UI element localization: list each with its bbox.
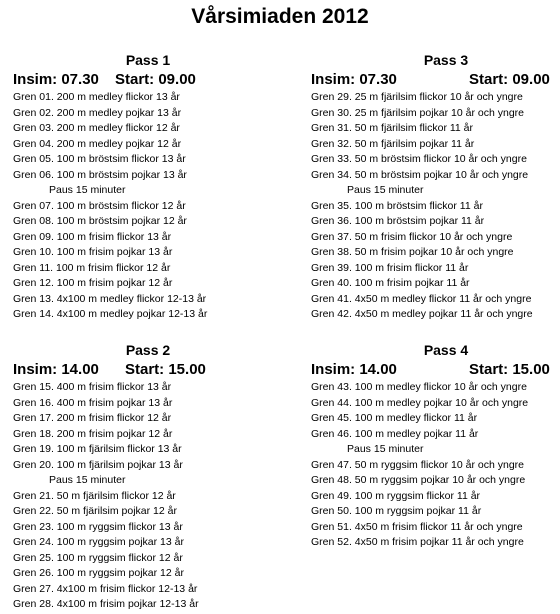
event-item: Gren 21. 50 m fjärilsim flickor 12 år	[13, 489, 176, 502]
event-item: Gren 39. 100 m frisim flickor 11 år	[311, 261, 469, 274]
event-item: Gren 50. 100 m ryggsim pojkar 11 år	[311, 505, 482, 517]
event-item: Gren 31. 50 m fjärilsim flickor 11 år	[311, 122, 474, 134]
event-item: Gren 02. 200 m medley pojkar 13 år	[13, 106, 182, 119]
event-item: Gren 43. 100 m medley flickor 10 år och yngre	[311, 381, 527, 393]
pause-note: Paus 15 minuter	[347, 443, 424, 455]
event-item: Gren 36. 100 m bröstsim pojkar 11 år	[311, 215, 485, 227]
page-title: Vårsimiaden 2012	[191, 5, 369, 28]
start-time: Start: 15.00	[125, 361, 206, 378]
event-item: Gren 27. 4x100 m frisim flickor 12-13 år	[13, 582, 198, 595]
event-item: Gren 09. 100 m frisim flickor 13 år	[13, 230, 172, 243]
event-item: Gren 20. 100 m fjärilsim pojkar 13 år	[13, 458, 183, 471]
event-item: Gren 41. 4x50 m medley flickor 11 år och yngre	[311, 292, 532, 305]
pass-block	[13, 52, 283, 323]
event-item: Gren 26. 100 m ryggsim pojkar 12 år	[13, 567, 184, 579]
event-item: Gren 46. 100 m medley pojkar 11 år	[311, 427, 479, 440]
insim-time: Insim: 07.30	[311, 71, 397, 88]
pass-title: Pass 4	[423, 342, 469, 358]
pass-block	[13, 342, 283, 613]
event-list	[13, 380, 283, 613]
pass-times	[311, 69, 560, 90]
event-item: Gren 35. 100 m bröstsim flickor 11 år	[311, 199, 483, 212]
event-item: Gren 42. 4x50 m medley pojkar 11 år och yngre	[311, 308, 533, 320]
event-item: Gren 32. 50 m fjärilsim pojkar 11 år	[311, 137, 475, 150]
pass-block	[311, 52, 560, 323]
pass-block	[311, 342, 560, 551]
event-item: Gren 17. 200 m frisim flickor 12 år	[13, 412, 172, 424]
event-item: Gren 06. 100 m bröstsim pojkar 13 år	[13, 168, 187, 181]
event-item: Gren 37. 50 m frisim flickor 10 år och yngre	[311, 230, 513, 243]
event-item: Gren 34. 50 m bröstsim pojkar 10 år och yngre	[311, 168, 529, 181]
pause-note: Paus 15 minuter	[347, 184, 424, 196]
pass-title: Pass 1	[125, 52, 171, 68]
event-item: Gren 30. 25 m fjärilsim pojkar 10 år och yngre	[311, 106, 525, 119]
event-item: Gren 51. 4x50 m frisim flickor 11 år och yngre	[311, 520, 523, 533]
event-item: Gren 49. 100 m ryggsim flickor 11 år	[311, 489, 481, 502]
event-item: Gren 07. 100 m bröstsim flickor 12 år	[13, 199, 186, 212]
event-item: Gren 45. 100 m medley flickor 11 år	[311, 412, 478, 424]
event-list	[13, 90, 283, 323]
event-list	[311, 90, 560, 323]
event-item: Gren 10. 100 m frisim pojkar 13 år	[13, 246, 173, 258]
event-item: Gren 04. 200 m medley pojkar 12 år	[13, 137, 182, 150]
event-item: Gren 33. 50 m bröstsim flickor 10 år och yngre	[311, 153, 527, 165]
pass-title: Pass 3	[423, 52, 469, 68]
event-item: Gren 18. 200 m frisim pojkar 12 år	[13, 427, 173, 440]
event-item: Gren 52. 4x50 m frisim pojkar 11 år och yngre	[311, 536, 524, 548]
event-item: Gren 48. 50 m ryggsim pojkar 10 år och yngre	[311, 474, 526, 486]
event-item: Gren 01. 200 m medley flickor 13 år	[13, 91, 180, 103]
event-item: Gren 38. 50 m frisim pojkar 10 år och yngre	[311, 246, 514, 258]
event-item: Gren 19. 100 m fjärilsim flickor 13 år	[13, 443, 182, 455]
event-item: Gren 14. 4x100 m medley pojkar 12-13 år	[13, 308, 208, 320]
insim-time: Insim: 07.30	[13, 71, 99, 88]
start-time: Start: 09.00	[115, 71, 196, 88]
event-item: Gren 40. 100 m frisim pojkar 11 år	[311, 277, 470, 289]
event-item: Gren 15. 400 m frisim flickor 13 år	[13, 381, 172, 393]
event-item: Gren 25. 100 m ryggsim flickor 12 år	[13, 551, 183, 564]
pass-times	[13, 359, 283, 380]
event-item: Gren 22. 50 m fjärilsim pojkar 12 år	[13, 505, 177, 517]
insim-time: Insim: 14.00	[311, 361, 397, 378]
event-item: Gren 03. 200 m medley flickor 12 år	[13, 122, 180, 134]
event-item: Gren 29. 25 m fjärilsim flickor 10 år och yngre	[311, 91, 523, 103]
pass-times	[13, 69, 283, 90]
event-item: Gren 24. 100 m ryggsim pojkar 13 år	[13, 536, 184, 548]
event-item: Gren 08. 100 m bröstsim pojkar 12 år	[13, 215, 187, 227]
start-time: Start: 09.00	[469, 71, 550, 88]
pass-times	[311, 359, 560, 380]
pass-title: Pass 2	[125, 342, 171, 358]
event-item: Gren 05. 100 m bröstsim flickor 13 år	[13, 153, 186, 165]
event-item: Gren 44. 100 m medley pojkar 10 år och yngre	[311, 396, 529, 409]
pause-note: Paus 15 minuter	[49, 474, 126, 486]
insim-time: Insim: 14.00	[13, 361, 99, 378]
event-item: Gren 16. 400 m frisim pojkar 13 år	[13, 396, 173, 409]
event-item: Gren 13. 4x100 m medley flickor 12-13 år	[13, 292, 207, 305]
event-item: Gren 12. 100 m frisim pojkar 12 år	[13, 277, 173, 289]
event-list	[311, 380, 560, 551]
pause-note: Paus 15 minuter	[49, 184, 126, 196]
event-item: Gren 23. 100 m ryggsim flickor 13 år	[13, 520, 183, 533]
start-time: Start: 15.00	[469, 361, 550, 378]
event-item: Gren 11. 100 m frisim flickor 12 år	[13, 261, 171, 274]
event-item: Gren 28. 4x100 m frisim pojkar 12-13 år	[13, 598, 199, 610]
event-item: Gren 47. 50 m ryggsim flickor 10 år och yngre	[311, 458, 525, 471]
